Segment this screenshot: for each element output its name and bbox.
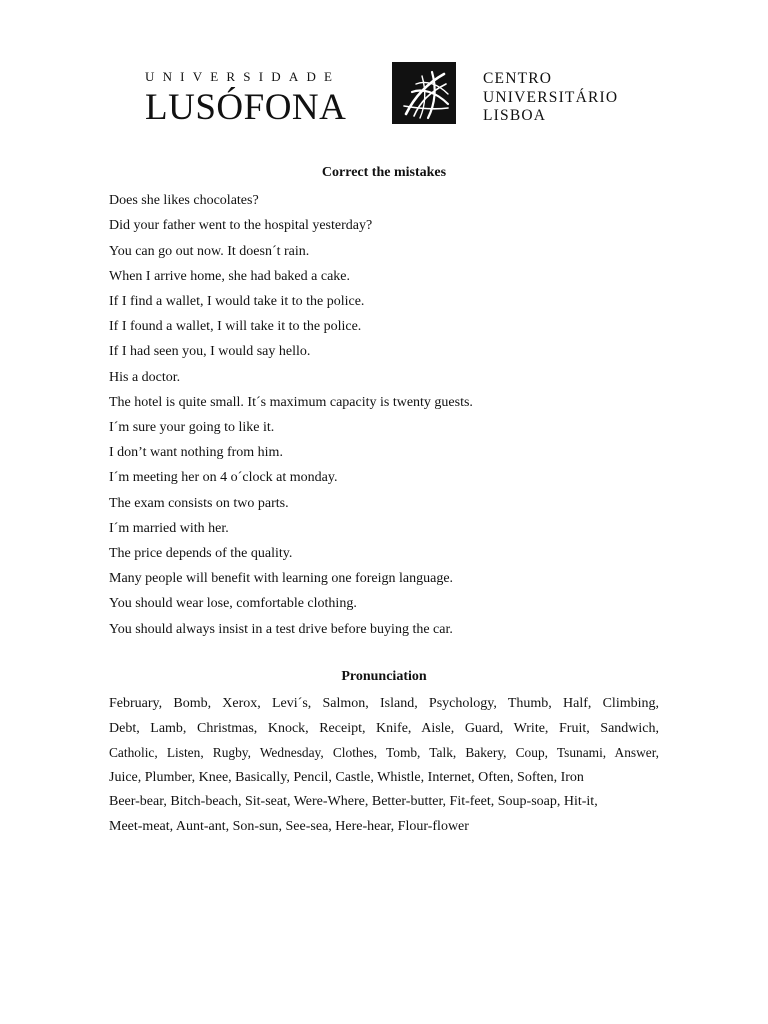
university-label: UNIVERSIDADE <box>145 69 341 84</box>
university-header <box>145 62 625 126</box>
word-line: Catholic, Listen, Rugby, Wednesday, Clothes, Tomb, Talk, Bakery, Coup, Tsunami, Answer, <box>109 745 659 761</box>
pronunciation-words <box>109 692 659 840</box>
pronunciation-title: Pronunciation <box>341 668 427 684</box>
sentence-line: You should always insist in a test drive before buying the car. <box>109 621 453 637</box>
centre-line: LISBOA <box>483 107 547 124</box>
sentence-line: You can go out now. It doesn´t rain. <box>109 243 310 259</box>
sentence-line: I´m meeting her on 4 o´clock at monday. <box>109 470 338 486</box>
sentence-line: If I had seen you, I would say hello. <box>109 344 311 360</box>
sentence-line: I´m sure your going to like it. <box>109 420 275 436</box>
word-line: Debt, Lamb, Christmas, Knock, Receipt, Knife, Aisle, Guard, Write, Fruit, Sandwich, <box>109 720 659 736</box>
correct-mistakes-title: Correct the mistakes <box>321 165 447 180</box>
sentence-line: The hotel is quite small. It´s maximum capacity is twenty guests. <box>109 394 473 410</box>
word-line: Meet-meat, Aunt-ant, Son-sun, See-sea, Here-hear, Flour-flower <box>109 819 469 834</box>
sentence-line: You should wear lose, comfortable clothing. <box>109 596 357 612</box>
sentence-line: Did your father went to the hospital yesterday? <box>109 218 373 234</box>
centre-line: UNIVERSITÁRIO <box>483 88 619 106</box>
document-body <box>109 163 659 840</box>
sentence-line: Many people will benefit with learning one foreign language. <box>109 571 454 587</box>
centre-line: CENTRO <box>483 70 553 87</box>
word-line: February, Bomb, Xerox, Levi´s, Salmon, Island, Psychology, Thumb, Half, Climbing, <box>109 696 659 712</box>
correct-mistakes-list <box>109 188 659 642</box>
globe-mark-icon <box>392 62 456 124</box>
centre-name <box>483 70 618 126</box>
sentence-line: I don’t want nothing from him. <box>109 445 283 461</box>
section-spacer <box>109 642 659 667</box>
sentence-line: His a doctor. <box>109 369 181 385</box>
word-line: Juice, Plumber, Knee, Basically, Pencil, Castle, Whistle, Internet, Often, Soften, Iron <box>109 769 584 785</box>
sentence-line: I´m married with her. <box>109 520 229 536</box>
sentence-line: When I arrive home, she had baked a cake. <box>109 268 350 284</box>
sentence-line: Does she likes chocolates? <box>109 193 259 209</box>
sentence-line: If I find a wallet, I would take it to the police. <box>109 294 365 309</box>
sentence-line: The exam consists on two parts. <box>109 495 289 511</box>
word-line: Beer-bear, Bitch-beach, Sit-seat, Were-Where, Better-butter, Fit-feet, Soup-soap, Hit-it, <box>109 794 598 810</box>
sentence-line: If I found a wallet, I will take it to the police. <box>109 319 362 335</box>
university-name: LUSÓFONA <box>145 87 347 128</box>
sentence-line: The price depends of the quality. <box>109 546 293 562</box>
